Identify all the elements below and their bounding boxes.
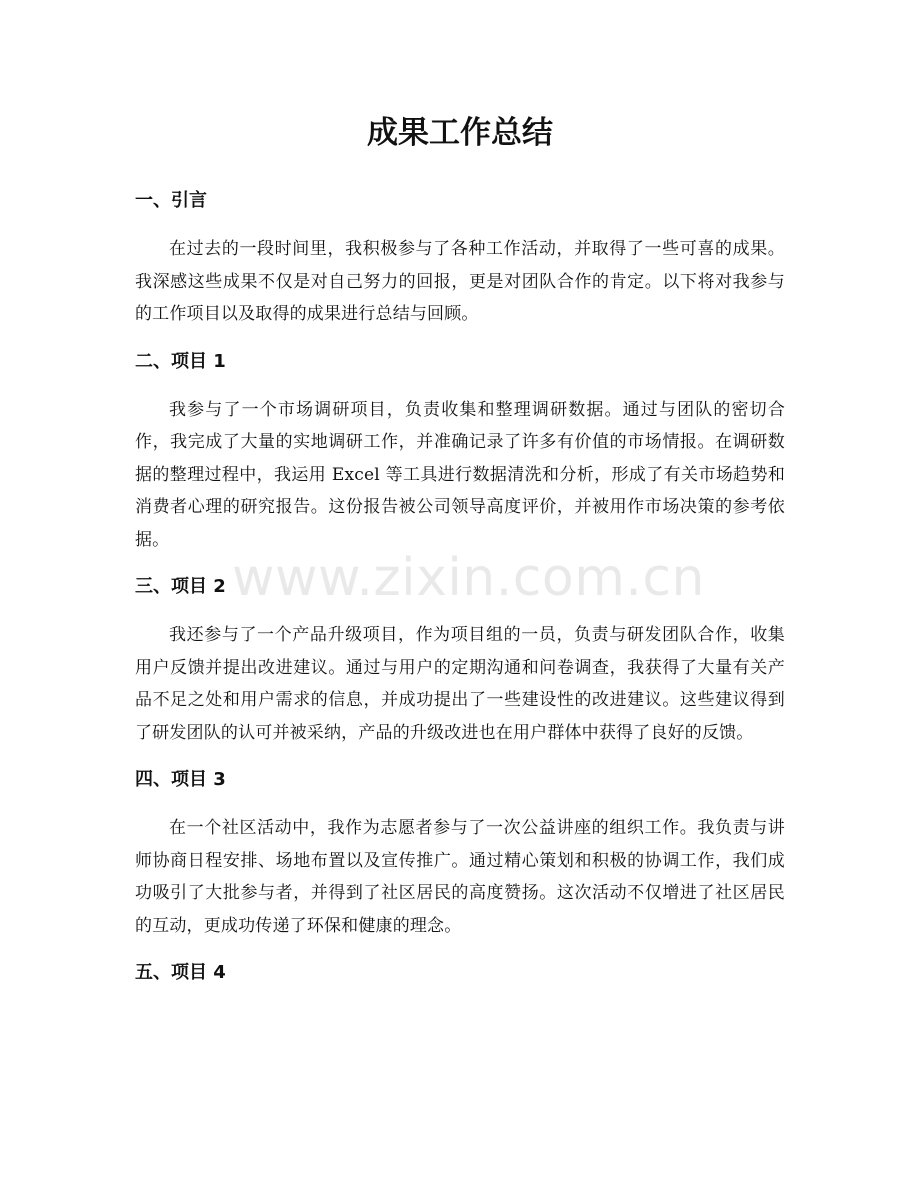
section-heading-project-4: 五、项目 4 [135, 962, 226, 983]
section-paragraph-project-2: 我还参与了一个产品升级项目，作为项目组的一员，负责与研发团队合作，收集用户反馈并提出改进建议。通过与用户的定期沟通和问卷调查，我获得了大量有关产品不足之处和用户需求的信息，并成功提出了一些建设性的改进建议。这些建议得到了研发团队的认可并被采纳，产品的升级改进也在用户群体中获得了良好的反馈。 [135, 625, 785, 743]
document-title: 成果工作总结 [367, 115, 553, 151]
section-project-3 [135, 767, 785, 942]
section-heading-project-1: 二、项目 1 [135, 350, 226, 372]
watermark-text: www.zixin.com.cn [232, 548, 705, 608]
section-heading-project-2: 三、项目 2 [135, 576, 226, 597]
section-introduction [135, 188, 785, 331]
section-heading-project-3: 四、项目 3 [135, 769, 226, 790]
section-heading-introduction: 一、引言 [135, 190, 207, 211]
section-paragraph-project-3: 在一个社区活动中，我作为志愿者参与了一次公益讲座的组织工作。我负责与讲师协商日程安排、场地布置以及宣传推广。通过精心策划和积极的协调工作，我们成功吸引了大批参与者，并得到了社区居民的高度赞扬。这次活动不仅增进了社区居民的互动，更成功传递了环保和健康的理念。 [135, 818, 785, 936]
section-project-1 [135, 349, 785, 557]
section-paragraph-project-1: 我参与了一个市场调研项目，负责收集和整理调研数据。通过与团队的密切合作，我完成了大量的实地调研工作，并准确记录了许多有价值的市场情报。在调研数据的整理过程中，我运用 Excel 等工具进行数据清洗和分析，形成了有关市场趋势和消费者心理的研究报告。这份报告被公司领导高度评价，并被用作市场决策的参考依据。 [135, 399, 785, 550]
section-paragraph-introduction: 在过去的一段时间里，我积极参与了各种工作活动，并取得了一些可喜的成果。我深感这些成果不仅是对自己努力的回报，更是对团队合作的肯定。以下将对我参与的工作项目以及取得的成果进行总结与回顾。 [135, 239, 785, 324]
section-project-4 [135, 960, 785, 986]
